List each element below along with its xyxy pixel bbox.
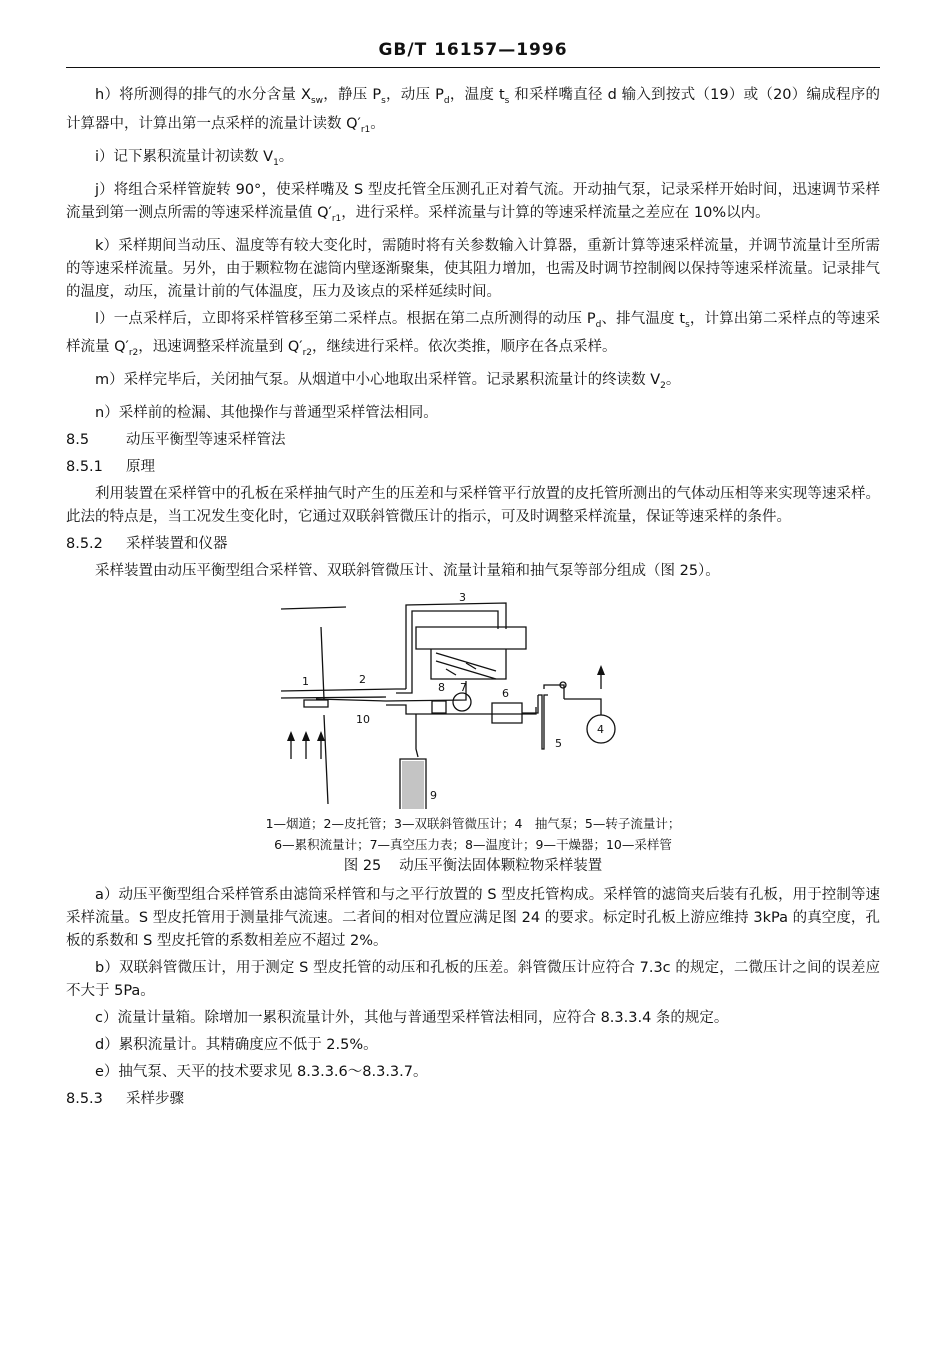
label-7: 7	[460, 681, 467, 695]
arrow-head-2	[302, 731, 310, 741]
item-a: a）动压平衡型组合采样管系由滤筒采样管和与之平行放置的 S 型皮托管构成。采样管的滤筒夹后装有孔板，用于控制等速采样流量。S 型皮托管用于测量排气流速。二者间的相对位置应满足图 24 的要求。标定时孔板上游应维持 3kPa 的真空度，孔板的系数和 S 型皮托管的系数相差应不超过 2%。	[66, 887, 880, 950]
label-6: 6	[502, 687, 509, 701]
figure-legend-line-1: 1—烟道；2—皮托管；3—双联斜管微压计；4 抽气泵；5—转子流量计；	[265, 816, 681, 832]
apparatus-svg	[66, 589, 880, 809]
figure-legend-line-2: 6—累积流量计；7—真空压力表；8—温度计；9—干燥器；10—采样管	[274, 837, 672, 853]
figure-caption: 图 25 动压平衡法固体颗粒物采样装置	[343, 858, 603, 875]
section-8-5-2-body: 采样装置由动压平衡型组合采样管、双联斜管微压计、流量计量箱和抽气泵等部分组成（图 25）。	[95, 563, 720, 580]
thermometer	[432, 701, 446, 713]
micromanometer-body	[416, 627, 526, 649]
page-header: GB/T 16157—1996	[378, 40, 568, 60]
label-9: 9	[430, 789, 437, 803]
pump-line	[564, 699, 601, 715]
section-8-5-1-body: 利用装置在采样管中的孔板在采样抽气时产生的压差和与采样管平行放置的皮托管所测出的气体动压相等来实现等速采样。此法的特点是，当工况发生变化时，它通过双联斜管微压计的指示，可及时调整采样流量，保证等速采样的条件。	[66, 486, 880, 526]
section-8-5-heading: 8.5 动压平衡型等速采样管法	[66, 432, 286, 449]
item-c: c）流量计量箱。除增加一累积流量计外，其他与普通型采样管法相同，应符合 8.3.3.4 条的规定。	[95, 1010, 729, 1027]
pitot-line	[406, 603, 506, 689]
item-b: b）双联斜管微压计，用于测定 S 型皮托管的动压和孔板的压差。斜管微压计应符合 7.3c 的规定，二微压计之间的误差应不大于 5Pa。	[66, 960, 880, 1000]
label-8: 8	[438, 681, 445, 695]
arrow-head-3	[317, 731, 325, 741]
flow-arrows	[291, 739, 321, 759]
item-m: m）采样完毕后，关闭抽气泵。从烟道中小心地取出采样管。记录累积流量计的终读数 $V_2$。	[95, 372, 681, 392]
dryer-fill	[402, 761, 424, 809]
item-e: e）抽气泵、天平的技术要求见 8.3.3.6～8.3.3.7。	[95, 1064, 428, 1081]
suction-line	[386, 705, 536, 714]
label-5: 5	[555, 737, 562, 751]
item-j: j）将组合采样管旋转 90°，使采样嘴及 S 型皮托管全压测孔正对着气流。开动抽气泵，记录采样开始时间，迅速调节采样流量到第一测点所需的等速采样流量值 $Q'_{r1}$，进行采样。采样流量与计算的等速采样流量之差应在 10%以内。	[66, 181, 880, 224]
item-h: h）将所测得的排气的水分含量 $X_{sw}$，静压 $P_s$，动压 $P_d$，温度 $t_s$ 和采样嘴直径 d 输入到按式（19）或（20）编成程序的计算器中，计算出第一点采样的流量计读数 $Q'_{r1}$。	[66, 87, 880, 135]
item-k: k）采样期间当动压、温度等有较大变化时，需随时将有关参数输入计算器，重新计算等速采样流量，并调节流量计至所需的等速采样流量。另外，由于颗粒物在滤筒内壁逐渐聚集，使其阻力增加，也需及时调节控制阀以保持等速采样流量。记录排气的温度，动压，流量计前的气体温度，压力及该点的采样延续时间。	[66, 237, 880, 300]
accumulative-flowmeter	[492, 703, 522, 723]
label-3: 3	[459, 591, 466, 605]
header-rule	[66, 67, 880, 68]
section-8-5-3-heading: 8.5.3 采样步骤	[66, 1091, 184, 1108]
label-1: 1	[302, 675, 309, 689]
flue-top-edge	[281, 607, 346, 609]
apparatus-diagram	[66, 589, 880, 809]
arrow-head-1	[287, 731, 295, 741]
sampling-tube	[281, 697, 386, 701]
flue-wall	[321, 627, 328, 804]
section-8-5-2-heading: 8.5.2 采样装置和仪器	[66, 536, 228, 553]
arrow-head-pump	[597, 665, 605, 675]
item-l: l）一点采样后，立即将采样管移至第二采样点。根据在第二点所测得的动压 $P_d$、排气温度 $t_s$，计算出第二采样点的等速采样流量 $Q'_{r2}$，迅速调整采样流量到 $Q'_{r2}$，继续进行采样。依次类推，顺序在各点采样。	[66, 310, 881, 359]
pitot-line-2	[396, 611, 498, 693]
filter-holder	[304, 700, 328, 707]
label-2: 2	[359, 673, 366, 687]
item-n: n）采样前的检漏、其他操作与普通型采样管法相同。	[95, 405, 438, 422]
dryer-line	[416, 714, 418, 757]
item-i: i）记下累积流量计初读数 $V_1$。	[95, 148, 294, 168]
section-8-5-1-heading: 8.5.1 原理	[66, 459, 155, 476]
page-content	[66, 84, 880, 1115]
pitot-tube	[281, 689, 406, 691]
rotameter	[538, 695, 548, 749]
label-10: 10	[356, 713, 370, 727]
inclined-tubes	[436, 653, 496, 679]
vacuum-gauge	[453, 693, 471, 711]
label-4: 4	[597, 723, 604, 737]
item-d: d）累积流量计。其精确度应不低于 2.5%。	[95, 1037, 378, 1054]
